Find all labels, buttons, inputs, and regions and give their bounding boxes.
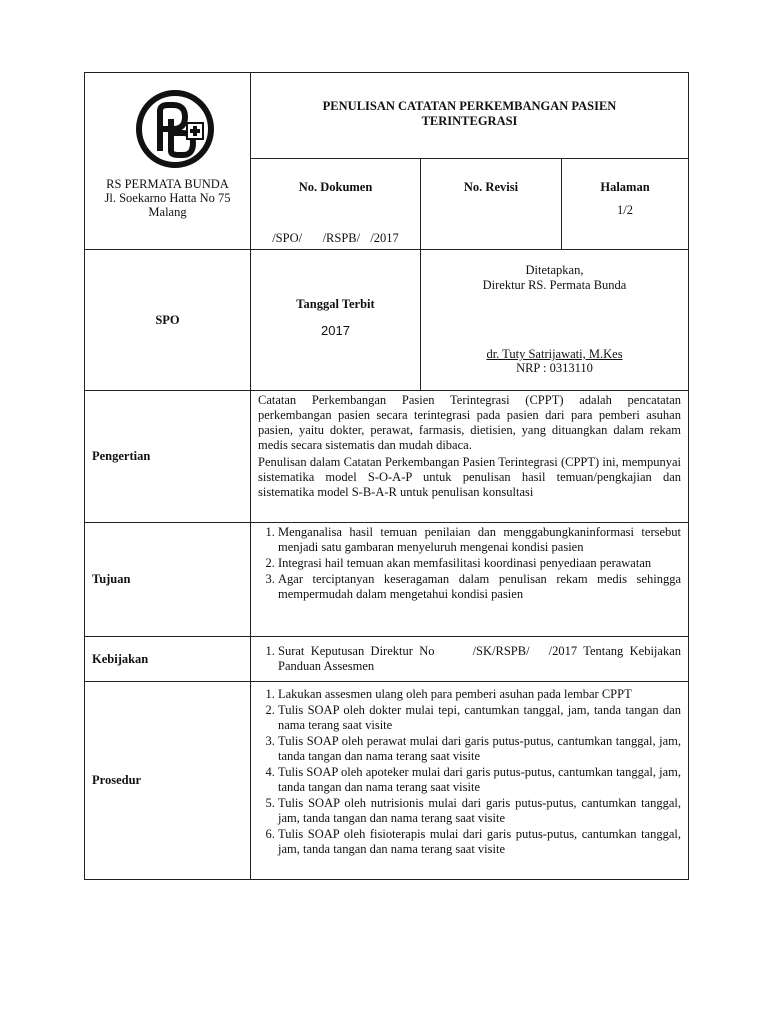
hospital-address-line2: Malang: [148, 205, 187, 219]
no-dokumen-label: No. Dokumen: [298, 180, 373, 194]
halaman-cell: [562, 159, 689, 250]
prosedur-item: 1. Lakukan assesmen ulang oleh para pemberi asuhan pada lembar CPPT: [278, 687, 681, 702]
tujuan-content: [251, 523, 689, 637]
prosedur-list: [258, 687, 681, 857]
tujuan-item: 3. Agar terciptanyan keseragaman dalam penulisan rekam medis sehingga mempermudah dalam mengetahui kondisi pasien: [278, 572, 681, 602]
pengertian-label: Pengertian: [85, 391, 251, 523]
ditetapkan-cell: [421, 250, 689, 391]
no-revisi-label: No. Revisi: [463, 180, 519, 194]
hospital-logo-icon: [135, 89, 215, 169]
prosedur-item: 5. Tulis SOAP oleh nutrisionis mulai dari garis putus-putus, cantumkan tanggal, jam, tanda tangan dan nama terang saat visite: [278, 796, 681, 826]
kebijakan-content: [251, 637, 689, 682]
no-dokumen-cell: [251, 159, 421, 250]
hospital-address-line1: Jl. Soekarno Hatta No 75: [104, 191, 231, 205]
director-name: dr. Tuty Satrijawati, M.Kes: [486, 347, 623, 361]
halaman-value: 1/2: [617, 203, 633, 217]
tanggal-terbit-value: 2017: [321, 323, 350, 338]
kebijakan-list: [258, 644, 685, 674]
pengertian-paragraph2: Penulisan dalam Catatan Perkembangan Pasien Terintegrasi (CPPT) ini, mempunyai sistematika model S-O-A-P untuk penulisan hasil temuan/pengkajian dan sistematika model S-B-A-R untuk penulisan konsultasi: [258, 455, 681, 499]
spo-document: [84, 72, 688, 880]
hospital-name: RS PERMATA BUNDA: [106, 177, 229, 191]
document-title-cell: [251, 73, 689, 159]
pengertian-paragraph1: Catatan Perkembangan Pasien Terintegrasi (CPPT) adalah pencatatan perkembangan pasien secara terintegrasi pada pasien dari para pemberi asuhan pasien, yaitu dokter, perawat, farmasis, dietisien, yang dituangkan dalam rekam medis secara sistematis dan mudah dibaca.: [258, 393, 681, 452]
tanggal-terbit-cell: [251, 250, 421, 391]
tujuan-label: Tujuan: [85, 523, 251, 637]
prosedur-label: Prosedur: [85, 682, 251, 880]
halaman-label: Halaman: [600, 180, 650, 194]
pengertian-content: [251, 391, 689, 523]
spo-table: [84, 72, 689, 880]
prosedur-content: [251, 682, 689, 880]
tanggal-terbit-label: Tanggal Terbit: [296, 297, 375, 311]
spo-label-cell: [85, 250, 251, 391]
hospital-info: [85, 177, 250, 219]
ditetapkan-line2: Direktur RS. Permata Bunda: [482, 278, 627, 292]
prosedur-item: 4. Tulis SOAP oleh apoteker mulai dari garis putus-putus, cantumkan tanggal, jam, tanda tangan dan nama terang saat visite: [278, 765, 681, 795]
kebijakan-item: 1. Surat Keputusan Direktur No /SK/RSPB/ /2017 Tentang Kebijakan Panduan Assesmen: [278, 644, 681, 674]
document-title-line1: PENULISAN CATATAN PERKEMBANGAN PASIEN: [322, 99, 617, 113]
document-title-line2: TERINTEGRASI: [421, 114, 518, 128]
no-dokumen-value: /SPO/ /RSPB/ /2017: [272, 231, 399, 245]
prosedur-item: 2. Tulis SOAP oleh dokter mulai tepi, cantumkan tanggal, jam, tanda tangan dan nama terang saat visite: [278, 703, 681, 733]
tujuan-list: [258, 525, 681, 602]
tujuan-item: 1. Menganalisa hasil temuan penilaian dan menggabungkaninformasi tersebut menjadi satu gambaran menyeluruh mengenai kondisi pasien: [278, 525, 681, 555]
prosedur-item: 6. Tulis SOAP oleh fisioterapis mulai dari garis putus-putus, cantumkan tanggal, jam, tanda tangan dan nama terang saat visite: [278, 827, 681, 857]
prosedur-item: 3. Tulis SOAP oleh perawat mulai dari garis putus-putus, cantumkan tanggal, jam, tanda tangan dan nama terang saat visite: [278, 734, 681, 764]
tujuan-item: 2. Integrasi hail temuan akan memfasilitasi koordinasi penyediaan perawatan: [278, 556, 681, 571]
ditetapkan-block: [421, 263, 688, 293]
kebijakan-label: Kebijakan: [85, 637, 251, 682]
spo-label: SPO: [155, 313, 180, 327]
hospital-identity-cell: [85, 73, 251, 250]
director-nrp: NRP : 0313110: [516, 361, 593, 375]
ditetapkan-line1: Ditetapkan,: [525, 263, 584, 277]
no-revisi-cell: [421, 159, 562, 250]
